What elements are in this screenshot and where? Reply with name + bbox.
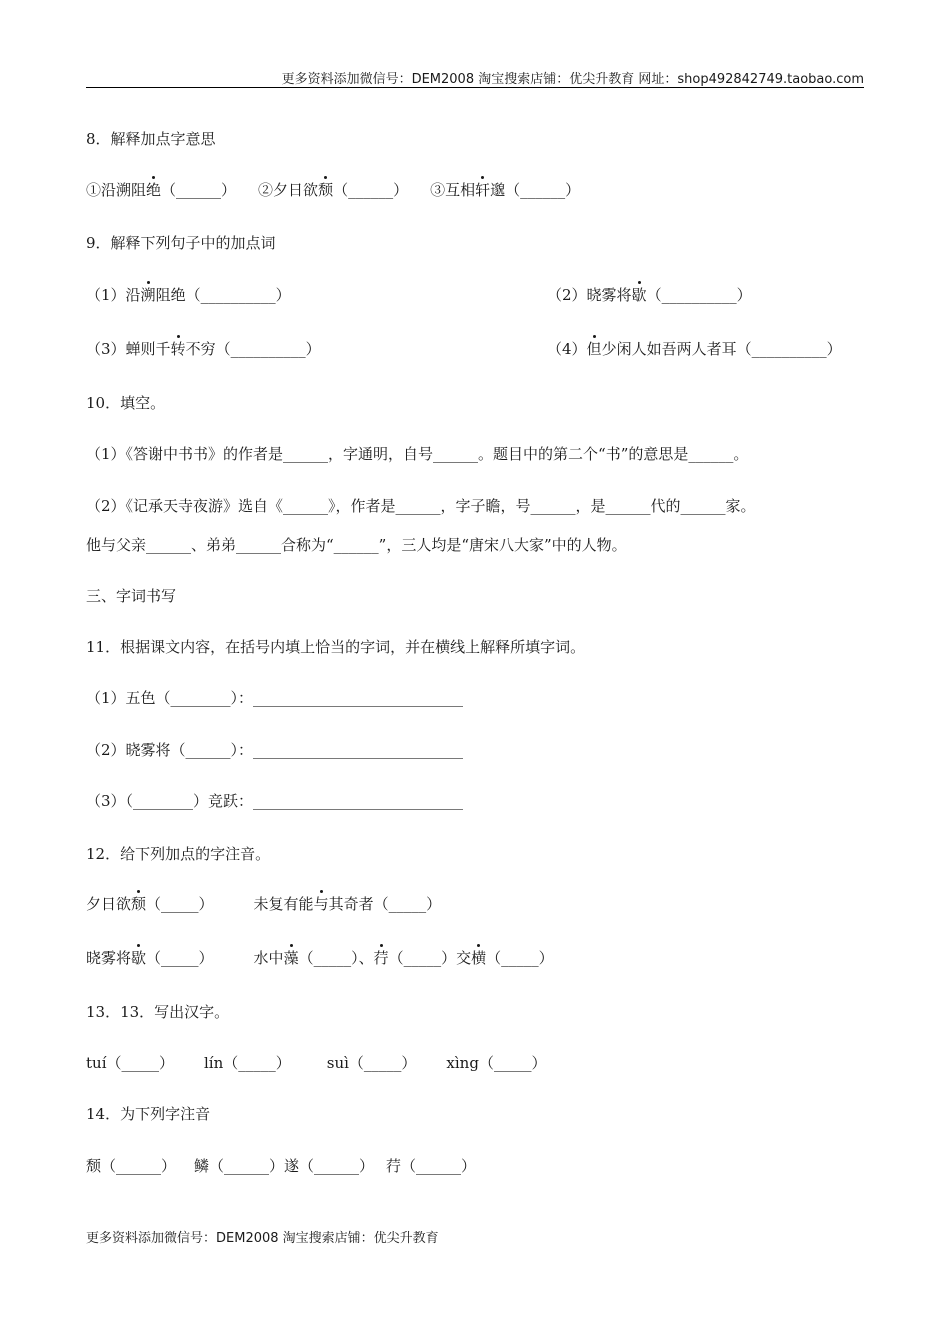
q12-title: 12．给下列加点的字注音。 (86, 845, 271, 863)
q10-line-1: （1）《答谢中书书》的作者是______，字通明，自号______。题目中的第二个“书”的意思是______。 (86, 445, 749, 463)
q9-item-1: （1）沿溯阻绝（__________） (86, 286, 291, 304)
q14-items (86, 1155, 476, 1177)
q9-row-1 (86, 284, 786, 306)
q10-line-2: （2）《记承天寺夜游》选自《______》，作者是______，字子瞻，号______，是______代的______家。 (86, 497, 756, 515)
q11-item-1: （1）五色（________）：____________________________ (86, 689, 464, 707)
q10-title: 10．填空。 (86, 394, 166, 412)
q14-title: 14．为下列字注音 (86, 1105, 211, 1123)
q8-items (86, 179, 580, 201)
q13-item-4: xìng（_____） (446, 1054, 547, 1072)
q11-item-3: （3）（________）竞跃：____________________________ (86, 792, 464, 810)
q13-item-3: suì（_____） (326, 1054, 417, 1072)
q14-item-2: 鳞（______） (194, 1157, 285, 1175)
page-footer: 更多资料添加微信号：DEM2008 淘宝搜索店铺：优尖升教育 (86, 1231, 439, 1246)
q9-row-2 (86, 338, 842, 360)
q14-item-4: 荇（______） (386, 1157, 477, 1175)
q9-item-2: （2）晓雾将歇（__________） (547, 286, 752, 304)
q12-item-1: 夕日欲颓（_____） (86, 895, 214, 913)
q9-title: 9．解释下列句子中的加点词 (86, 234, 276, 252)
q13-item-2: lín（_____） (204, 1054, 291, 1072)
q9-item-3: （3）蝉则千转不穷（__________） (86, 340, 321, 358)
page-header: 更多资料添加微信号：DEM2008 淘宝搜索店铺：优尖升教育 网址：shop492842749.taobao.com (281, 72, 864, 87)
header-rule (86, 87, 864, 88)
q11-title: 11．根据课文内容，在括号内填上恰当的字词，并在横线上解释所填字词。 (86, 638, 586, 656)
q10-line-3: 他与父亲______、弟弟______合称为“______”，三人均是“唐宋八大家”中的人物。 (86, 536, 627, 554)
q8-item-1: ①沿溯阻绝（______） (86, 181, 237, 199)
q14-item-3: 遂（______） (284, 1157, 375, 1175)
q12-item-2: 未复有能与其奇者（_____） (253, 895, 442, 913)
q8-item-2: ②夕日欲颓（______） (258, 181, 409, 199)
q12-item-5: 荇（_____） (373, 949, 457, 967)
q13-title: 13．13．写出汉字。 (86, 1003, 230, 1021)
section-3-title: 三、字词书写 (86, 587, 177, 605)
q13-item-1: tuí（_____） (86, 1054, 174, 1072)
q12-row-2 (86, 947, 554, 969)
q11-item-2: （2）晓雾将（______）：____________________________ (86, 741, 464, 759)
q9-item-4: （4）但少闲人如吾两人者耳（__________） (547, 340, 842, 358)
q14-item-1: 颓（______） (86, 1157, 177, 1175)
q12-row-1 (86, 893, 441, 915)
q12-item-4: 水中藻（_____）、 (253, 949, 374, 967)
q12-item-6: 交横（_____） (456, 949, 554, 967)
q12-item-3: 晓雾将歇（_____） (86, 949, 214, 967)
q8-item-3: ③互相轩邈（______） (430, 181, 581, 199)
q13-items (86, 1052, 546, 1074)
q8-title: 8．解释加点字意思 (86, 130, 216, 148)
